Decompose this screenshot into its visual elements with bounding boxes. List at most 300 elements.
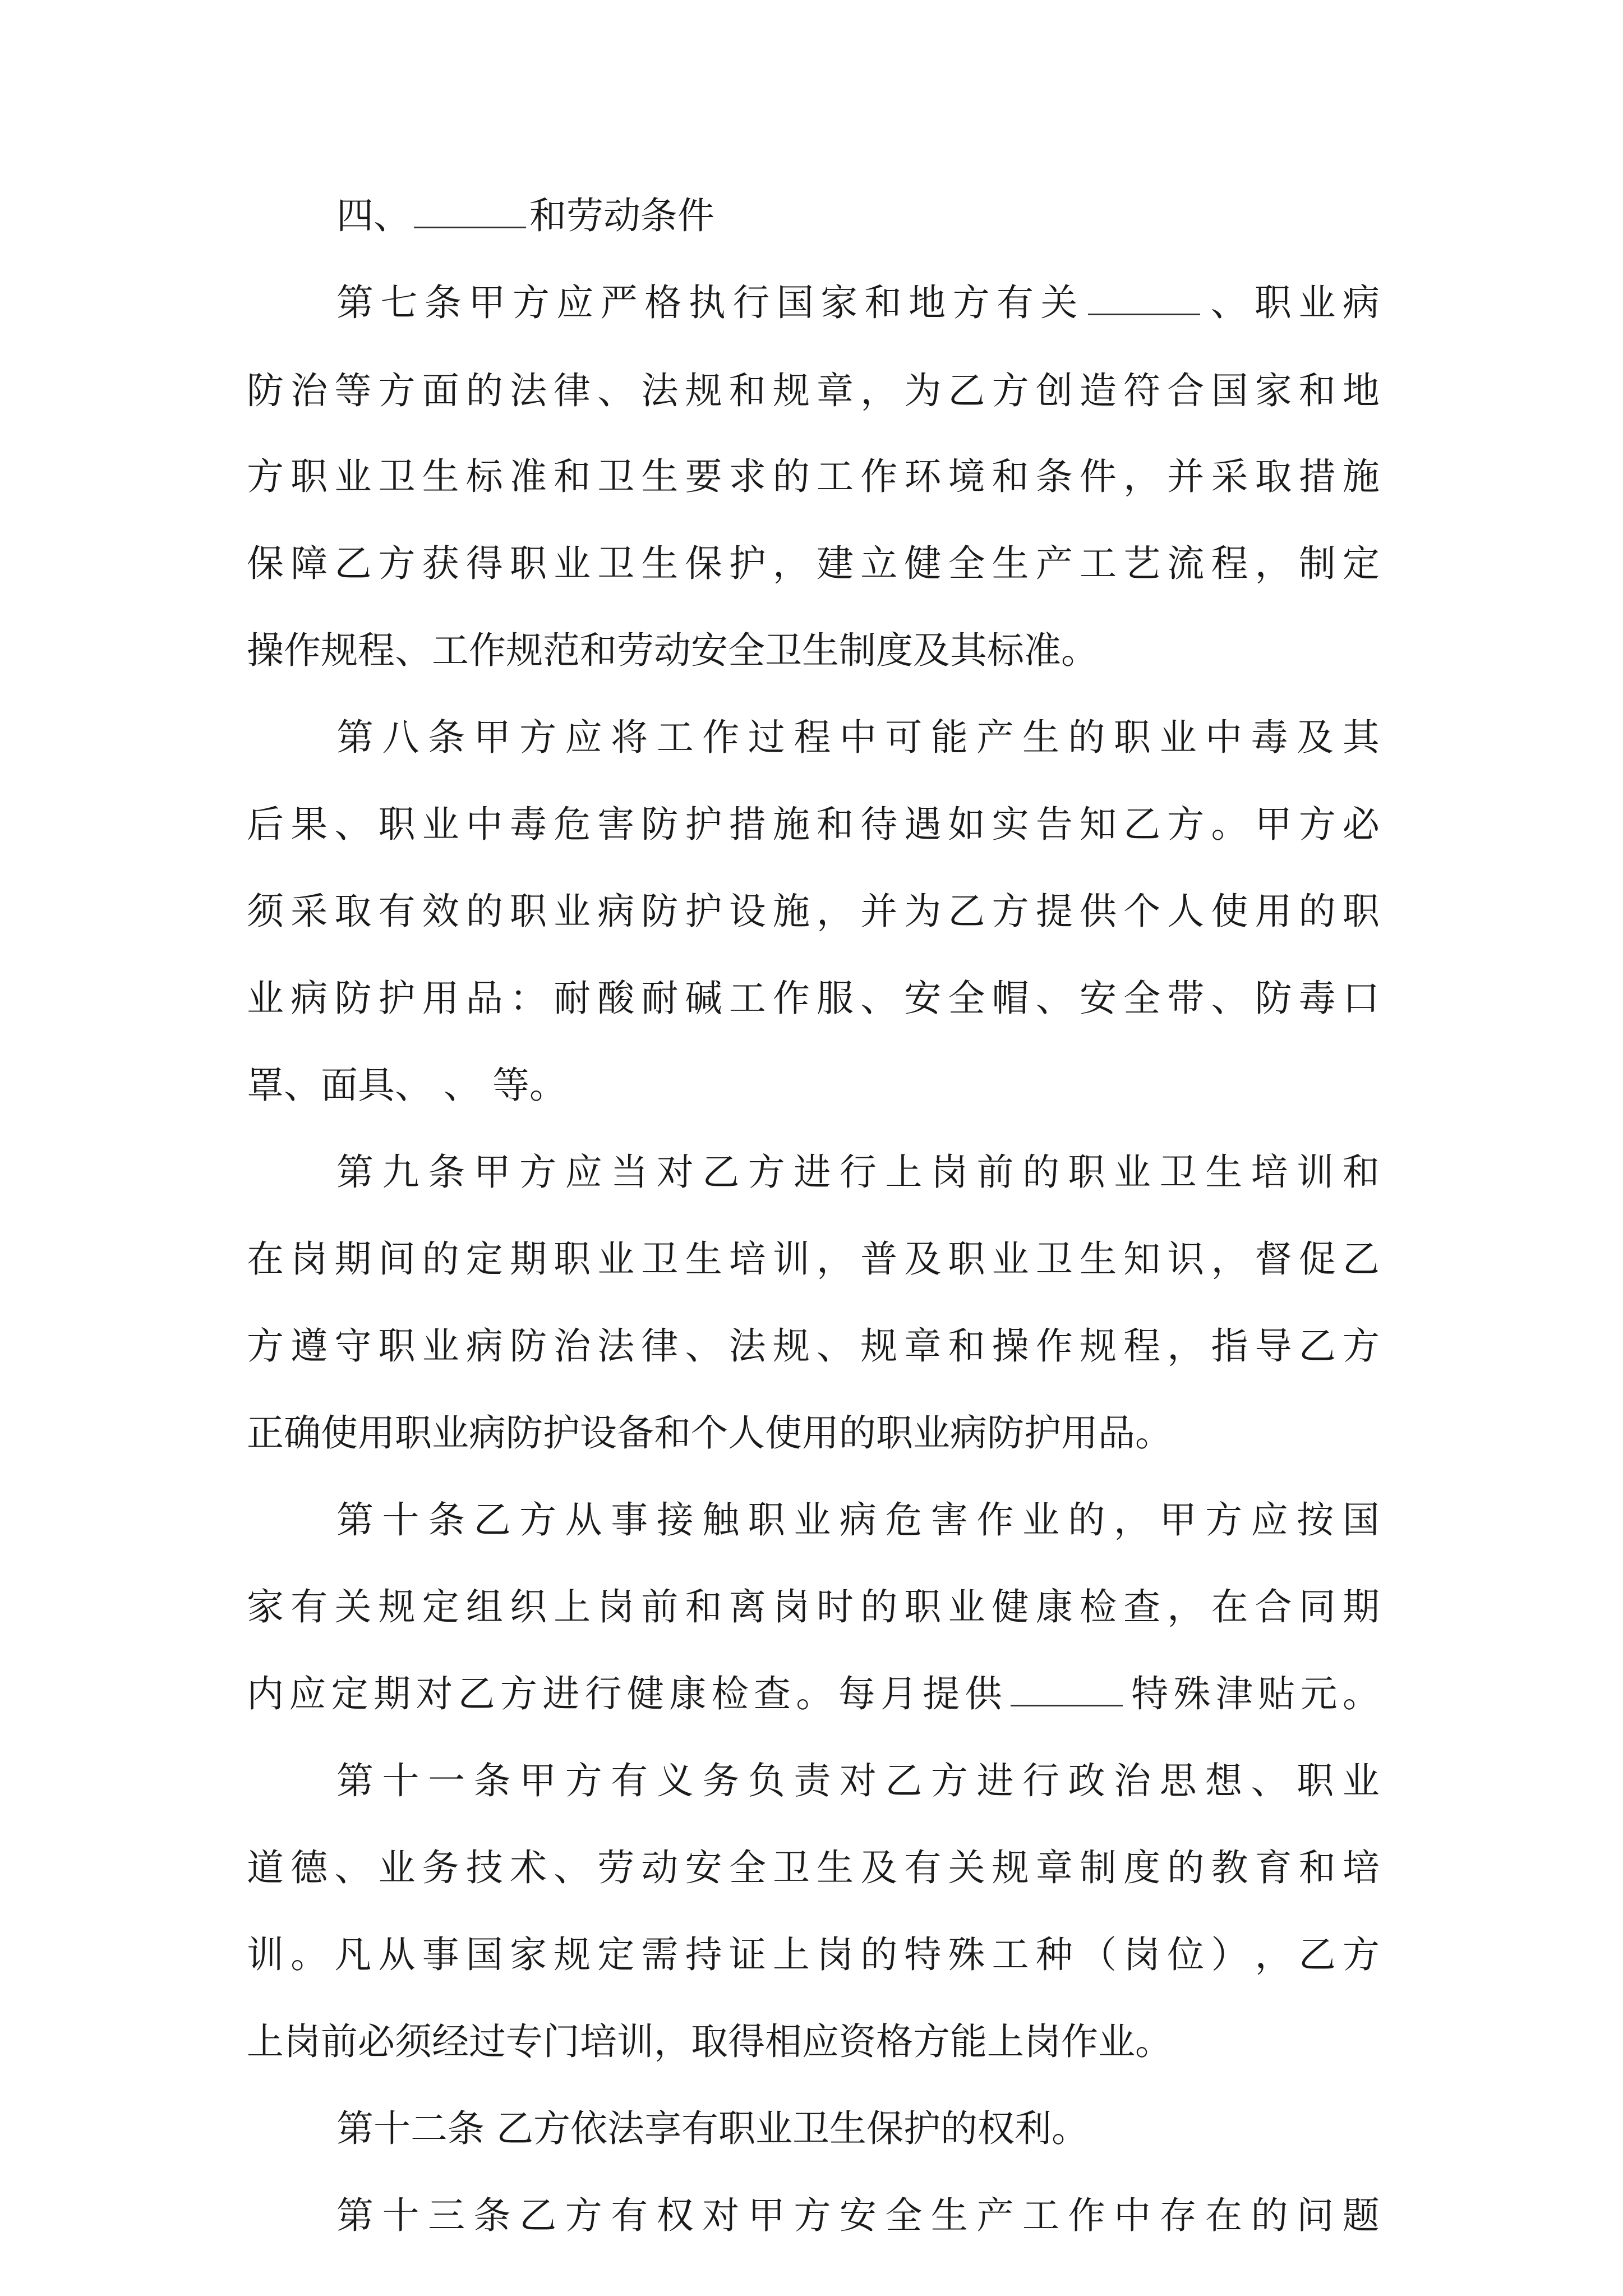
text-line — [247, 620, 1380, 682]
text-char: 安 — [904, 977, 942, 1020]
text-char: 作 — [702, 716, 740, 759]
text-char: 工 — [992, 1933, 1029, 1976]
text-char: 采 — [1211, 455, 1248, 498]
text-char: 应 — [1251, 1498, 1288, 1542]
text-char: 国 — [1342, 1498, 1380, 1542]
text-char: 告 — [1035, 803, 1073, 846]
text-char: 工 — [656, 716, 694, 759]
text-char: 条 — [428, 1498, 465, 1542]
text-char: 、 — [860, 977, 898, 1020]
text-char: 岗 — [772, 1585, 810, 1628]
text-char: 行 — [584, 1672, 622, 1715]
text-line — [247, 533, 1380, 595]
text-char: 上 — [772, 1933, 810, 1976]
text-char: 职 — [948, 1237, 985, 1281]
text-char: 。 — [1342, 1672, 1380, 1715]
text-char: 执 — [688, 281, 726, 324]
text-char: 健 — [626, 1672, 664, 1715]
text-char: 家 — [820, 281, 858, 324]
text-char: 检 — [1079, 1585, 1117, 1628]
text-char: 合 — [1255, 1585, 1292, 1628]
text-char: 耐 — [554, 977, 591, 1020]
text-char: 、 — [1210, 281, 1248, 324]
text-char: 行 — [839, 1151, 877, 1194]
text-char: 工 — [817, 455, 854, 498]
text-char: 中 — [839, 716, 877, 759]
text-char: 卫 — [1035, 1237, 1073, 1281]
text-line — [247, 881, 1380, 942]
text-char: 职 — [378, 1324, 416, 1368]
text-char: 可 — [885, 716, 923, 759]
text-char: 业 — [1114, 1151, 1151, 1194]
text-char: 方 — [378, 542, 416, 585]
text-char: 为 — [904, 890, 942, 933]
text-char: 病 — [291, 977, 328, 1020]
text-char: 国 — [1211, 369, 1248, 412]
text-char: 甲 — [1255, 803, 1292, 846]
text-char: 有 — [291, 1585, 328, 1628]
text-char: 制 — [1298, 542, 1336, 585]
text-char: 用 — [422, 977, 459, 1020]
text-char: 安 — [1079, 977, 1117, 1020]
text-char: 防 — [641, 890, 679, 933]
text-line — [336, 185, 1380, 247]
text-char: 造 — [1079, 369, 1117, 412]
text-char: 全 — [1123, 977, 1161, 1020]
text-char: 业 — [992, 1237, 1029, 1281]
text-char: 定 — [422, 1585, 459, 1628]
text-char: 职 — [1254, 281, 1292, 324]
text-char: 题 — [1342, 2194, 1380, 2237]
text-char: （ — [1079, 1933, 1117, 1976]
text-char: 业 — [378, 1846, 416, 1889]
text-char: 产 — [1035, 542, 1073, 585]
text-char: 地 — [909, 281, 946, 324]
text-char: 保 — [685, 542, 722, 585]
text-char: 条 — [428, 716, 465, 759]
text-char: 、 — [334, 1846, 372, 1889]
text-char: 从 — [565, 1498, 602, 1542]
text-char: 期 — [1342, 1585, 1380, 1628]
text-line — [247, 1924, 1380, 1986]
text-char: 乙 — [948, 369, 985, 412]
text-char: 得 — [465, 542, 503, 585]
text-char: 为 — [904, 369, 942, 412]
text-char: 和 — [864, 281, 902, 324]
text-char: 甲 — [473, 1151, 511, 1194]
text-char: 业 — [948, 1585, 985, 1628]
text-char: 。 — [1211, 803, 1248, 846]
text-char: 培 — [1342, 1846, 1380, 1889]
text-char: 业 — [334, 455, 372, 498]
text-char: 务 — [422, 1846, 459, 1889]
text-char: 的 — [860, 1585, 898, 1628]
text-char: 危 — [554, 803, 591, 846]
text-char: 生 — [1079, 1237, 1117, 1281]
text-char: 方 — [952, 281, 990, 324]
text-char: 的 — [1022, 1151, 1059, 1194]
text-char: 甲 — [519, 1759, 557, 1802]
text-char: 务 — [702, 1759, 740, 1802]
text-char: 业 — [794, 1498, 831, 1542]
text-char: 、 — [1251, 1759, 1288, 1802]
text-char: 对 — [702, 2194, 740, 2237]
text-segment: 四、 — [336, 194, 411, 237]
text-line — [247, 1576, 1380, 1638]
text-char: 准 — [509, 455, 547, 498]
text-char: 有 — [904, 1846, 942, 1889]
text-char: 口 — [1342, 977, 1380, 1020]
text-char: 卫 — [1159, 1151, 1197, 1194]
text-char: 乙 — [458, 1672, 495, 1715]
text-char: 职 — [1297, 1759, 1334, 1802]
text-char: ， — [860, 369, 898, 412]
text-char: 卫 — [772, 1846, 810, 1889]
text-char: 设 — [728, 890, 766, 933]
text-char: 前 — [641, 1585, 679, 1628]
text-char: 乙 — [948, 890, 985, 933]
text-char: 规 — [992, 1846, 1029, 1889]
text-char: 方 — [930, 1759, 968, 1802]
text-char: 、 — [1211, 977, 1248, 1020]
text-char: 生 — [641, 542, 679, 585]
text-char: 规 — [554, 1933, 591, 1976]
text-char: 行 — [732, 281, 770, 324]
text-char: 面 — [422, 369, 459, 412]
text-char: 害 — [597, 803, 635, 846]
text-char: 第 — [336, 2194, 374, 2237]
text-char: 教 — [1211, 1846, 1248, 1889]
text-char: 中 — [465, 803, 503, 846]
text-char: 。 — [291, 1933, 328, 1976]
text-char: 规 — [772, 369, 810, 412]
text-char: 职 — [509, 542, 547, 585]
text-segment: 罩、面具、 、 等。 — [247, 1064, 566, 1107]
text-char: 乙 — [702, 1151, 740, 1194]
text-char: 产 — [976, 2194, 1014, 2237]
text-char: 如 — [948, 803, 985, 846]
text-char: 生 — [992, 542, 1029, 585]
text-char: 提 — [923, 1672, 960, 1715]
text-char: 培 — [1251, 1151, 1288, 1194]
text-char: 在 — [1211, 1585, 1248, 1628]
text-char: 方 — [519, 1151, 557, 1194]
text-char: 章 — [904, 1324, 942, 1368]
text-char: 殊 — [948, 1933, 985, 1976]
text-char: 格 — [644, 281, 682, 324]
text-char: 立 — [860, 542, 898, 585]
text-char: 品 — [465, 977, 503, 1020]
text-char: 责 — [794, 1759, 831, 1802]
text-char: 内 — [247, 1672, 284, 1715]
text-char: 职 — [748, 1498, 785, 1542]
text-char: 位 — [1167, 1933, 1205, 1976]
text-char: 流 — [1167, 542, 1205, 585]
text-char: 想 — [1205, 1759, 1243, 1802]
text-char: 帽 — [992, 977, 1029, 1020]
text-char: 督 — [1255, 1237, 1292, 1281]
text-char: 毒 — [1298, 977, 1336, 1020]
text-char: 并 — [860, 890, 898, 933]
text-char: 对 — [656, 1151, 694, 1194]
text-char: ， — [1167, 1324, 1205, 1368]
text-char: 治 — [554, 1324, 591, 1368]
text-char: 行 — [1022, 1759, 1059, 1802]
text-char: 酸 — [597, 977, 635, 1020]
text-char: 方 — [565, 2194, 602, 2237]
text-char: 普 — [860, 1237, 898, 1281]
text-char: 全 — [948, 542, 985, 585]
text-char: 条 — [428, 1151, 465, 1194]
text-char: 的 — [772, 455, 810, 498]
text-char: 业 — [1159, 716, 1197, 759]
text-char: 作 — [1035, 1324, 1073, 1368]
text-char: 全 — [885, 2194, 923, 2237]
text-char: 操 — [992, 1324, 1029, 1368]
text-char: 期 — [509, 1237, 547, 1281]
text-segment: 操作规程、工作规范和劳动安全卫生制度及其标准。 — [247, 629, 1098, 672]
text-char: 有 — [997, 281, 1034, 324]
text-char: 建 — [817, 542, 854, 585]
text-char: 乙 — [1298, 1933, 1336, 1976]
text-char: 国 — [776, 281, 814, 324]
text-char: 职 — [554, 1237, 591, 1281]
text-char: 一 — [428, 1759, 465, 1802]
text-char: 规 — [772, 1324, 810, 1368]
text-line — [247, 794, 1380, 855]
text-char: 和 — [1298, 369, 1336, 412]
text-char: 甲 — [468, 281, 506, 324]
text-char: 提 — [1035, 890, 1073, 933]
text-char: 业 — [597, 1237, 635, 1281]
text-char: 措 — [1298, 455, 1336, 498]
text-char: 动 — [641, 1846, 679, 1889]
text-char: 定 — [331, 1672, 368, 1715]
text-char: 生 — [685, 1237, 722, 1281]
text-char: 织 — [509, 1585, 547, 1628]
text-char: 生 — [1205, 1151, 1243, 1194]
text-char: 、 — [817, 1324, 854, 1368]
text-char: 在 — [247, 1237, 284, 1281]
text-char: 并 — [1167, 455, 1205, 498]
text-char: 的 — [465, 890, 503, 933]
text-char: 遵 — [291, 1324, 328, 1368]
text-char: 。 — [796, 1672, 833, 1715]
text-char: 凡 — [334, 1933, 372, 1976]
text-char: 卫 — [378, 455, 416, 498]
text-char: 规 — [685, 369, 722, 412]
text-char: 定 — [465, 1237, 503, 1281]
text-char: 和 — [1298, 1846, 1336, 1889]
text-char: 规 — [378, 1585, 416, 1628]
text-char: 岗 — [1123, 1933, 1161, 1976]
text-char: 十 — [382, 1498, 419, 1542]
text-char: 、 — [554, 1846, 591, 1889]
text-char: 和 — [817, 803, 854, 846]
text-char: 待 — [860, 803, 898, 846]
text-char: 措 — [728, 803, 766, 846]
text-char: 职 — [291, 455, 328, 498]
text-char: 全 — [948, 977, 985, 1020]
text-char: 防 — [1255, 977, 1292, 1020]
text-char: 技 — [465, 1846, 503, 1889]
text-char: 期 — [373, 1672, 411, 1715]
text-char: ， — [1167, 1585, 1205, 1628]
text-char: 治 — [1114, 1759, 1151, 1802]
text-char: 、 — [685, 1324, 722, 1368]
text-char: 生 — [422, 455, 459, 498]
text-char: 作 — [860, 455, 898, 498]
text-char: 规 — [860, 1324, 898, 1368]
text-char: 从 — [378, 1933, 416, 1976]
text-char: 将 — [611, 716, 648, 759]
text-char: 章 — [817, 369, 854, 412]
text-char: 程 — [794, 716, 831, 759]
text-char: 方 — [512, 281, 550, 324]
text-char: 的 — [1068, 716, 1105, 759]
text-char: 服 — [817, 977, 854, 1020]
text-char: 当 — [611, 1151, 648, 1194]
text-char: 识 — [1167, 1237, 1205, 1281]
text-char: 带 — [1167, 977, 1205, 1020]
text-char: 方 — [247, 1324, 284, 1368]
text-char: 严 — [600, 281, 638, 324]
text-char: 训 — [247, 1933, 284, 1976]
text-char: 家 — [1255, 369, 1292, 412]
text-char: 第 — [336, 281, 374, 324]
text-char: 家 — [509, 1933, 547, 1976]
text-char: 规 — [1079, 1324, 1117, 1368]
text-char: 业 — [1342, 1759, 1380, 1802]
text-segment: 正确使用职业病防护设备和个人使用的职业病防护用品。 — [247, 1411, 1172, 1455]
text-char: 业 — [554, 542, 591, 585]
text-char: 关 — [1040, 281, 1078, 324]
text-char: 用 — [1255, 890, 1292, 933]
text-char: 方 — [519, 1498, 557, 1542]
text-char: 方 — [378, 369, 416, 412]
text-char: 及 — [904, 1237, 942, 1281]
text-char: 个 — [1123, 890, 1161, 933]
text-char: 定 — [1342, 542, 1380, 585]
text-char: 月 — [880, 1672, 917, 1715]
text-char: 供 — [1079, 890, 1117, 933]
text-char: 上 — [554, 1585, 591, 1628]
text-char: 程 — [1211, 542, 1248, 585]
text-segment: 和劳动条件 — [529, 194, 714, 237]
text-char: 作 — [976, 1498, 1014, 1542]
text-char: 防 — [641, 803, 679, 846]
text-char: 治 — [291, 369, 328, 412]
text-char: 负 — [748, 1759, 785, 1802]
text-line — [247, 1402, 1380, 1464]
text-char: 施 — [772, 890, 810, 933]
text-char: 触 — [702, 1498, 740, 1542]
text-char: 护 — [685, 803, 722, 846]
text-char: 的 — [1068, 1498, 1105, 1542]
text-char: 证 — [728, 1933, 766, 1976]
text-char: 法 — [728, 1324, 766, 1368]
text-char: 有 — [611, 2194, 648, 2237]
text-char: 护 — [728, 542, 766, 585]
text-char: 问 — [1297, 2194, 1334, 2237]
text-char: 工 — [1079, 542, 1117, 585]
text-char: 职 — [378, 803, 416, 846]
text-char: 危 — [885, 1498, 923, 1542]
text-char: 促 — [1298, 1237, 1336, 1281]
text-char: 国 — [465, 1933, 503, 1976]
fill-in-blank[interactable] — [414, 226, 526, 228]
text-char: 和 — [992, 455, 1029, 498]
text-line — [247, 446, 1380, 508]
text-char: 中 — [1114, 2194, 1151, 2237]
text-line — [247, 968, 1380, 1029]
text-char: 特 — [904, 1933, 942, 1976]
text-char: 持 — [685, 1933, 722, 1976]
text-char: 和 — [1342, 1151, 1380, 1194]
text-char: 岗 — [930, 1151, 968, 1194]
text-char: 职 — [1068, 1151, 1105, 1194]
text-char: 病 — [465, 1324, 503, 1368]
text-char: 施 — [772, 803, 810, 846]
text-char: 对 — [416, 1672, 453, 1715]
text-char: 乙 — [1123, 803, 1161, 846]
text-line — [336, 2098, 1380, 2160]
text-char: 进 — [976, 1759, 1014, 1802]
text-char: 效 — [422, 890, 459, 933]
text-char: 方 — [1342, 1324, 1380, 1368]
text-char: 津 — [1215, 1672, 1253, 1715]
text-char: 病 — [597, 890, 635, 933]
text-char: 存 — [1159, 2194, 1197, 2237]
text-char: 件 — [1079, 455, 1117, 498]
text-char: 期 — [334, 1237, 372, 1281]
text-char: 卫 — [597, 455, 635, 498]
text-char: 家 — [247, 1585, 284, 1628]
text-line — [336, 707, 1380, 769]
text-char: 害 — [930, 1498, 968, 1542]
text-char: 政 — [1068, 1759, 1105, 1802]
text-char: 方 — [794, 2194, 831, 2237]
text-char: 间 — [378, 1237, 416, 1281]
text-char: 第 — [336, 716, 374, 759]
text-char: 守 — [334, 1324, 372, 1368]
text-line — [247, 2011, 1380, 2073]
text-char: 贴 — [1258, 1672, 1295, 1715]
text-line — [247, 1228, 1380, 1290]
fill-in-blank[interactable] — [1011, 1704, 1123, 1706]
text-char: 取 — [334, 890, 372, 933]
text-char: 方 — [1167, 803, 1205, 846]
text-char: 思 — [1159, 1759, 1197, 1802]
text-char: 全 — [728, 1846, 766, 1889]
text-char: 乙 — [1342, 1237, 1380, 1281]
text-char: 方 — [247, 455, 284, 498]
fill-in-blank[interactable] — [1088, 313, 1200, 315]
text-char: 接 — [656, 1498, 694, 1542]
text-char: 方 — [992, 369, 1029, 412]
text-char: 地 — [1342, 369, 1380, 412]
text-char: 乙 — [885, 1759, 923, 1802]
text-char: 艺 — [1123, 542, 1161, 585]
text-char: 甲 — [1159, 1498, 1197, 1542]
text-char: 职 — [1342, 890, 1380, 933]
text-char: 训 — [1297, 1151, 1334, 1194]
text-char: 产 — [976, 716, 1014, 759]
text-line — [247, 1663, 1380, 1725]
text-char: 后 — [247, 803, 284, 846]
text-char: 十 — [382, 1759, 419, 1802]
text-char: 业 — [1022, 1498, 1059, 1542]
